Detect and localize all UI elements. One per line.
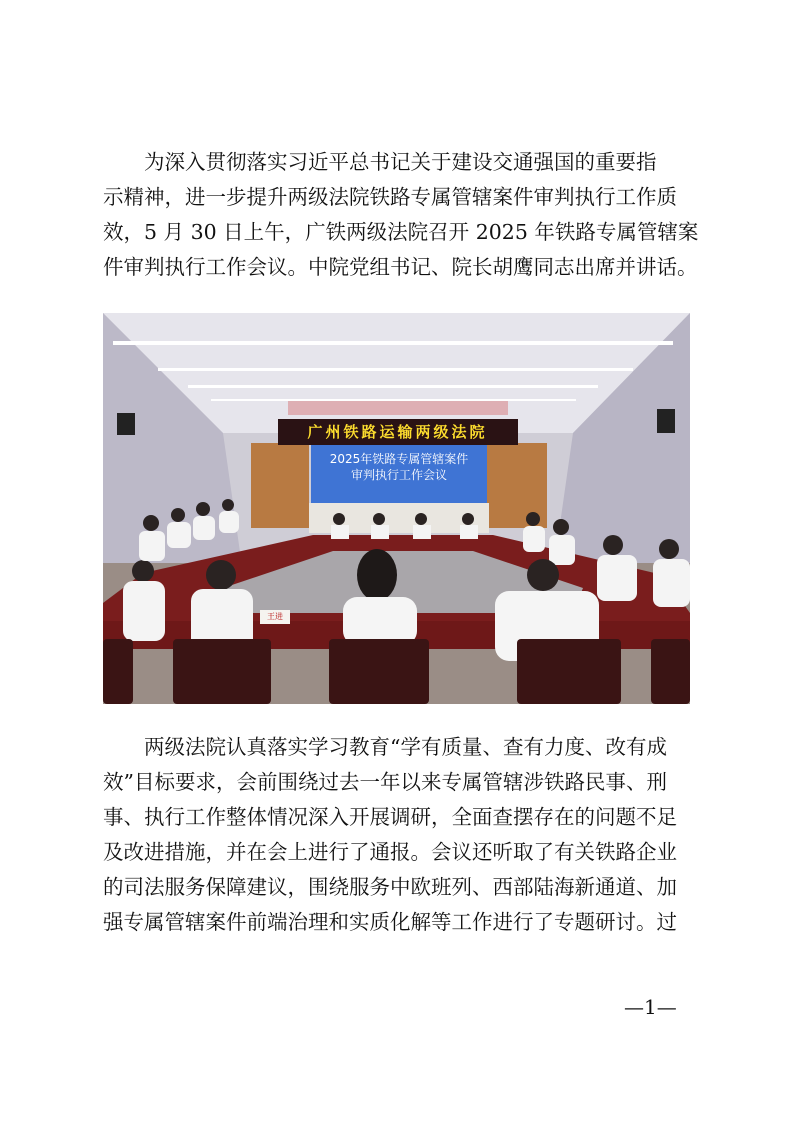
projector-screen bbox=[315, 451, 483, 483]
paragraph-line: 及改进措施，并在会上进行了通报。会议还听取了有关铁路企业 bbox=[103, 840, 677, 864]
led-banner: 广州铁路运输两级法院 bbox=[307, 423, 488, 441]
page-number: —1— bbox=[624, 995, 677, 1019]
paragraph-2 bbox=[103, 730, 693, 940]
paragraph-line: 两级法院认真落实学习教育“学有质量、查有力度、改有成 bbox=[144, 735, 667, 759]
meeting-photo bbox=[103, 313, 690, 704]
nameplate: 王进 bbox=[260, 610, 290, 624]
paragraph-line: 的司法服务保障建议，围绕服务中欧班列、西部陆海新通道、加 bbox=[103, 875, 677, 899]
screen-line: 审判执行工作会议 bbox=[350, 468, 447, 482]
paragraph-line: 示精神，进一步提升两级法院铁路专属管辖案件审判执行工作质 bbox=[103, 185, 677, 209]
paragraph-line: 事、执行工作整体情况深入开展调研，全面查摆存在的问题不足 bbox=[103, 805, 677, 829]
paragraph-line: 为深入贯彻落实习近平总书记关于建设交通强国的重要指 bbox=[144, 150, 657, 174]
paragraph-line: 效”目标要求，会前围绕过去一年以来专属管辖涉铁路民事、刑 bbox=[103, 770, 667, 794]
screen-line: 2025年铁路专属管辖案件 bbox=[329, 452, 469, 466]
paragraph-line: 效，5 月 30 日上午，广铁两级法院召开 2025 年铁路专属管辖案 bbox=[103, 220, 699, 244]
paragraph-1 bbox=[103, 145, 699, 285]
paragraph-line: 强专属管辖案件前端治理和实质化解等工作进行了专题研讨。过 bbox=[103, 910, 677, 934]
paragraph-line: 件审判执行工作会议。中院党组书记、院长胡鹰同志出席并讲话。 bbox=[103, 255, 698, 279]
